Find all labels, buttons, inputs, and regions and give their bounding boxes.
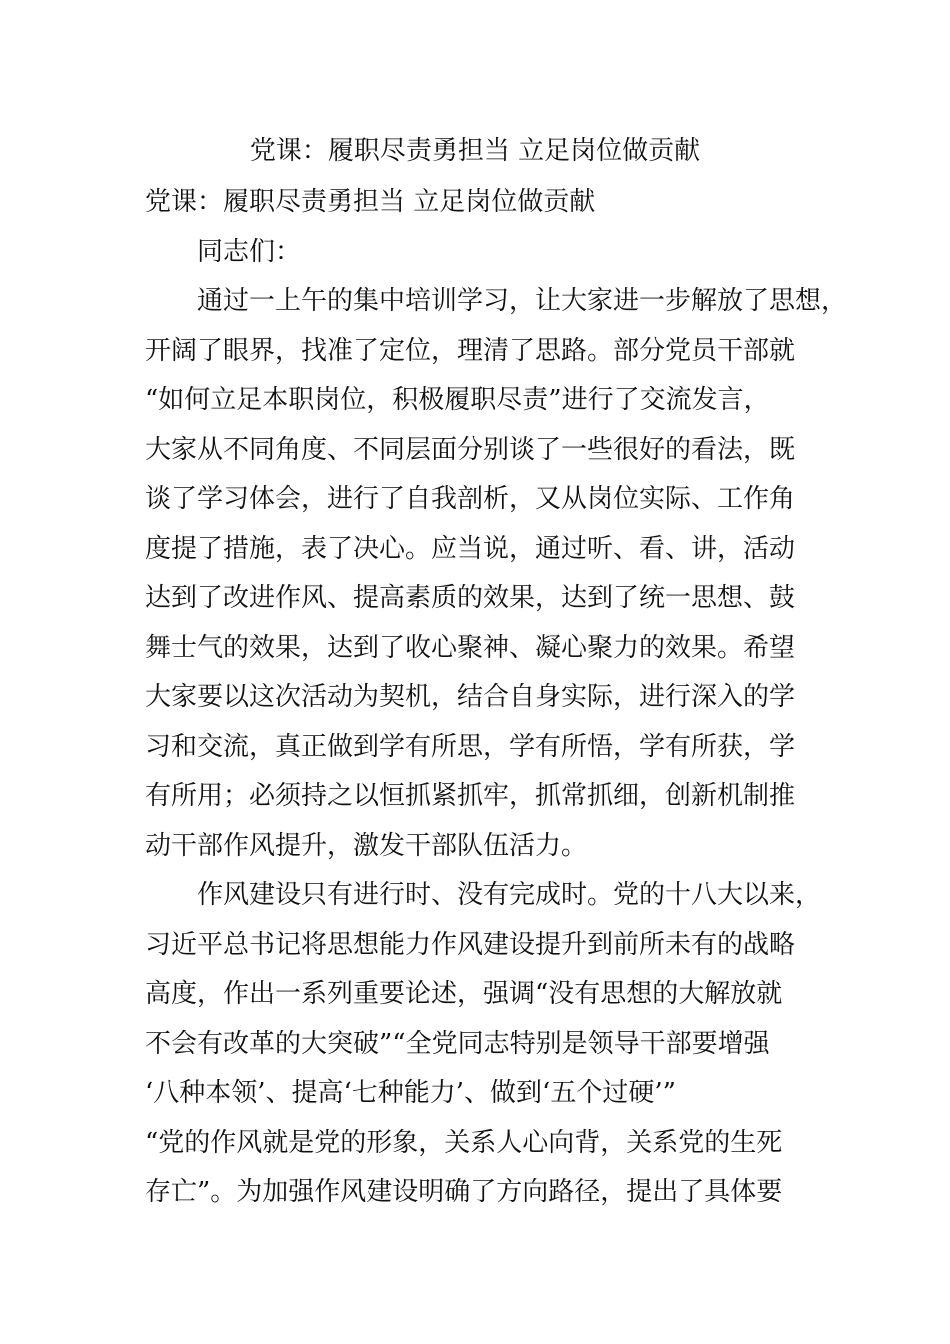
body-line: 存亡”。为加强作风建设明确了方向路径，提出了具体要: [145, 1177, 783, 1207]
document-body: [145, 178, 848, 1218]
body-line: 高度，作出一系列重要论述，强调“没有思想的大解放就: [145, 979, 783, 1009]
body-line: 度提了措施，表了决心。应当说，通过听、看、讲，活动: [145, 533, 796, 564]
body-line: 习近平总书记将思想能力作风建设提升到前所未有的战略: [145, 929, 796, 960]
document-title: 党课：履职尽责勇担当 立足岗位做贡献: [249, 136, 701, 166]
body-line: 谈了学习体会，进行了自我剖析，又从岗位实际、工作角: [145, 484, 796, 514]
body-line: 党课：履职尽责勇担当 立足岗位做贡献: [145, 187, 596, 217]
body-line: 作风建设只有进行时、没有完成时。党的十八大以来，: [145, 880, 822, 910]
body-line: 不会有改革的大突破”“全党同志特别是领导干部要增强: [145, 1028, 770, 1059]
body-line: 大家从不同角度、不同层面分别谈了一些很好的看法，既: [145, 434, 796, 465]
body-line: 动干部作风提升，激发干部队伍活力。: [145, 830, 588, 861]
body-line: 通过一上午的集中培训学习，让大家进一步解放了思想，: [145, 286, 848, 316]
body-line: 大家要以这次活动为契机，结合自身实际，进行深入的学: [145, 682, 796, 712]
body-line: 开阔了眼界，找准了定位，理清了思路。部分党员干部就: [145, 335, 796, 366]
body-line: 达到了改进作风、提高素质的效果，达到了统一思想、鼓: [145, 583, 796, 613]
body-line: “如何立足本职岗位，积极履职尽责”进行了交流发言，: [145, 385, 770, 415]
body-line: 同志们：: [145, 236, 302, 267]
body-line: “党的作风就是党的形象，关系人心向背，关系党的生死: [145, 1127, 783, 1158]
body-line: ‘八种本领’、提高‘七种能力’、做到‘五个过硬’”: [145, 1078, 676, 1108]
body-line: 习和交流，真正做到学有所思，学有所悟，学有所获，学: [145, 731, 796, 762]
body-line: 舞士气的效果，达到了收心聚神、凝心聚力的效果。希望: [145, 632, 796, 663]
body-line: 有所用；必须持之以恒抓紧抓牢，抓常抓细，创新机制推: [145, 781, 796, 811]
